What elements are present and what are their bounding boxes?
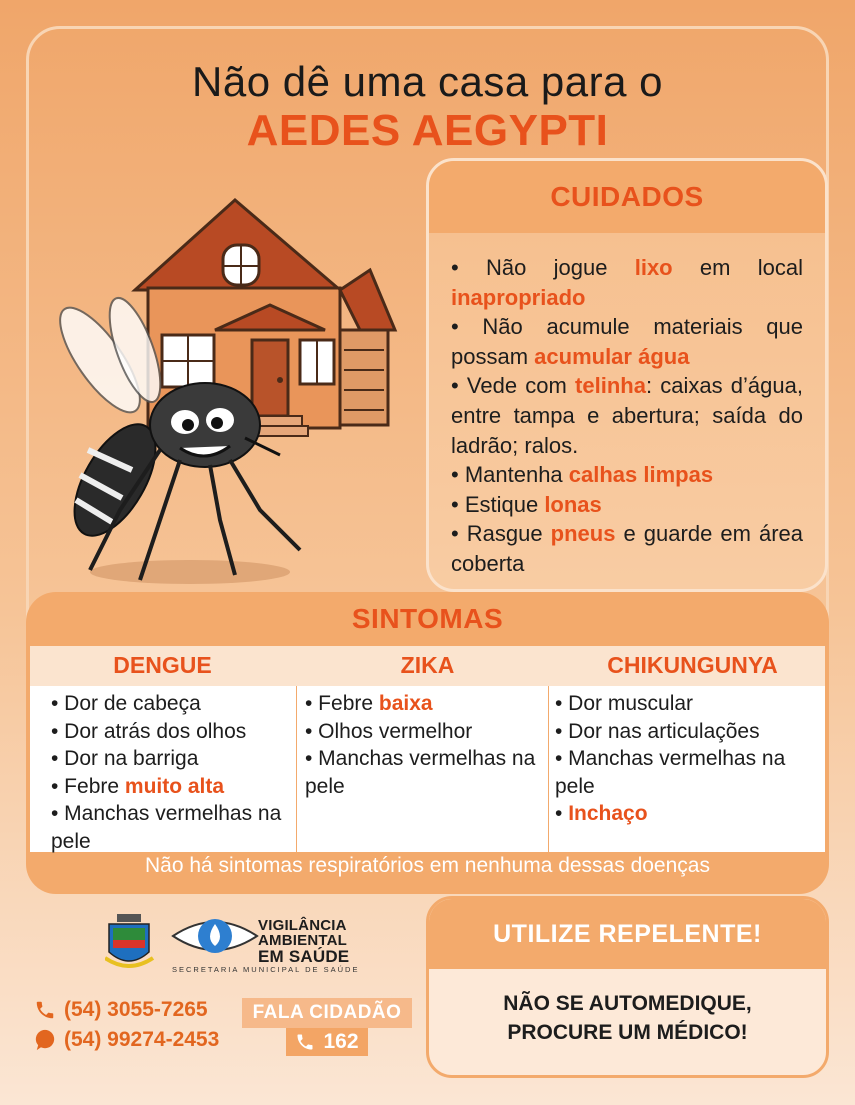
repelente-line2: PROCURE UM MÉDICO! [507, 1021, 748, 1044]
repelente-message [429, 969, 826, 1047]
column-header-dengue: DENGUE [113, 652, 212, 678]
phone-icon [34, 999, 56, 1021]
cuidados-item: • Não acumule materiais que possam acumular água [451, 314, 803, 369]
page-title: Não dê uma casa para o [192, 58, 663, 105]
cuidados-item: • Mantenha calhas limpas [451, 462, 714, 488]
cuidados-item: • Vede com telinha: caixas d’água, entre tampa e abertura; saída do ladrão; ralos. [451, 373, 803, 458]
cuidados-item: • Estique lonas [451, 491, 602, 517]
symptom-item: • Febre muito alta [51, 774, 225, 798]
symptom-item: • Dor muscular [555, 692, 694, 715]
symptom-item: • Febre baixa [305, 692, 433, 715]
column-header-zika: ZIKA [400, 652, 455, 678]
repelente-panel [426, 896, 829, 1078]
column-header-chikungunya: CHIKUNGUNYA [607, 652, 778, 678]
symptom-item: • Dor nas articulações [555, 719, 760, 743]
sintomas-columns [30, 686, 825, 852]
chikungunya-symptoms [549, 686, 825, 852]
phone-row-1 [34, 998, 208, 1022]
whatsapp-icon [34, 1029, 56, 1051]
cuidados-item: • Rasgue pneus e guarde em área coberta [451, 521, 804, 576]
cuidados-title: CUIDADOS [429, 161, 825, 233]
municipal-coat-of-arms-icon [105, 914, 153, 966]
vigilancia-eye-icon [173, 919, 257, 953]
fala-cidadao-label: FALA CIDADÃO [242, 998, 412, 1028]
phone-number-1[interactable]: (54) 3055-7265 [64, 998, 208, 1021]
fala-cidadao-number[interactable] [286, 1028, 368, 1056]
cuidados-item: • Não jogue lixo em local inapropriado [451, 255, 803, 310]
cuidados-panel [426, 158, 828, 592]
symptom-item: • Manchas vermelhas na pele [555, 747, 786, 798]
secretaria-label: SECRETARIA MUNICIPAL DE SAÚDE [172, 965, 360, 974]
vig-line1: VIGILÂNCIA [258, 917, 347, 934]
phone-icon [295, 1032, 315, 1052]
symptom-item: • Inchaço [555, 802, 648, 825]
vig-line3: EM SAÚDE [258, 947, 350, 966]
cuidados-list [429, 233, 825, 579]
symptom-item: • Olhos vermelhor [305, 719, 473, 743]
symptom-item: • Manchas vermelhas na pele [305, 747, 536, 798]
repelente-line1: NÃO SE AUTOMEDIQUE, [503, 992, 752, 1015]
repelente-title: UTILIZE REPELENTE! [429, 899, 826, 969]
dengue-symptoms [30, 686, 297, 852]
fala-number-text: 162 [323, 1030, 359, 1053]
vigilancia-logo-text [258, 918, 349, 966]
symptom-item: • Dor na barriga [51, 747, 199, 770]
phone-number-2[interactable]: (54) 99274-2453 [64, 1028, 220, 1051]
sintomas-panel [26, 592, 829, 894]
vig-line2: AMBIENTAL [258, 932, 348, 949]
sintomas-title: SINTOMAS [351, 603, 504, 634]
symptom-item: • Dor de cabeça [51, 692, 201, 715]
zika-symptoms [297, 686, 549, 852]
symptom-item: • Dor atrás dos olhos [51, 719, 247, 743]
symptom-item: • Manchas vermelhas na pele [51, 802, 282, 853]
house-mosquito-illustration [40, 180, 420, 590]
phone-row-2 [34, 1028, 219, 1052]
page-title-highlight: AEDES AEGYPTI [246, 106, 609, 155]
sintomas-column-headers [30, 646, 825, 686]
sintomas-footer-note: Não há sintomas respiratórios em nenhuma dessas doenças [145, 854, 710, 877]
